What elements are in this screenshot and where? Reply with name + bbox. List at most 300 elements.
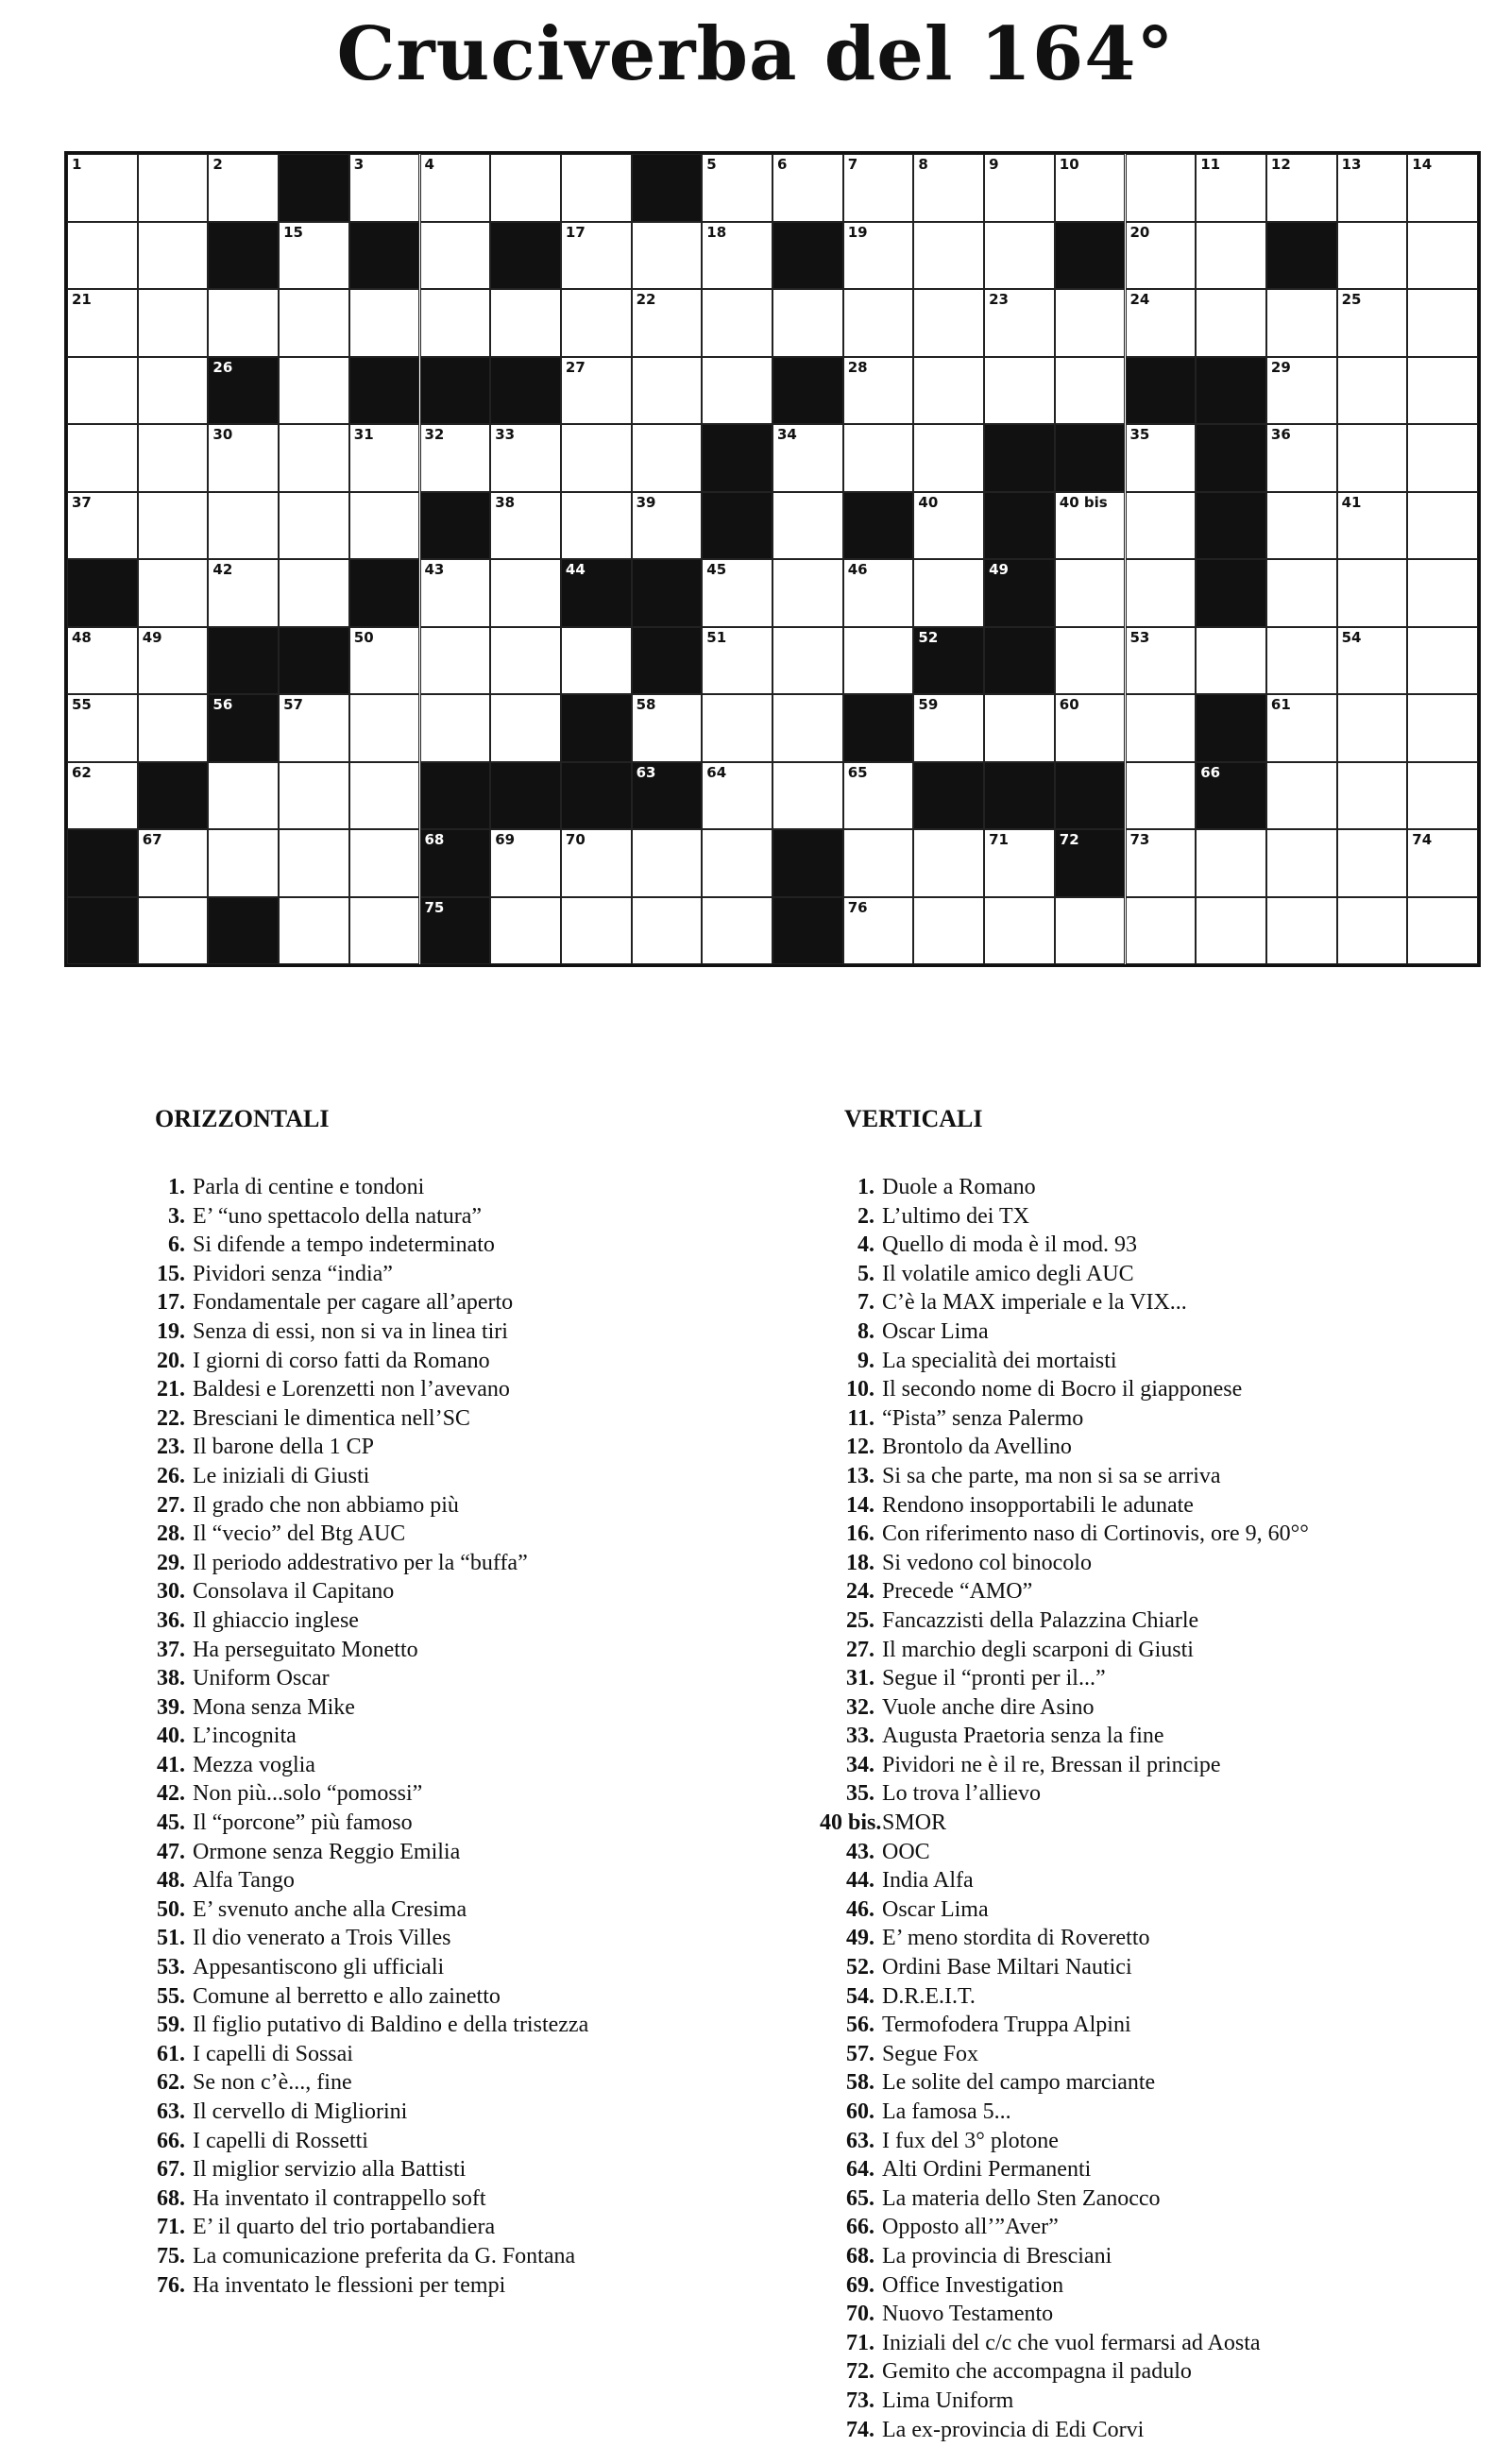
grid-cell[interactable] [208, 154, 279, 222]
grid-cell[interactable] [632, 694, 703, 762]
grid-cell[interactable] [1337, 694, 1408, 762]
grid-cell[interactable] [138, 424, 209, 492]
grid-cell[interactable] [279, 289, 349, 357]
grid-cell[interactable] [1337, 829, 1408, 897]
grid-cell[interactable] [138, 154, 209, 222]
clue-text: Con riferimento naso di Cortinovis, ore 9, 60°° [882, 1521, 1309, 1547]
grid-cell[interactable] [279, 897, 349, 965]
clue-text: Il miglior servizio alla Battisti [193, 2157, 467, 2183]
grid-cell[interactable] [349, 154, 420, 222]
grid-cell[interactable] [279, 357, 349, 425]
grid-cell[interactable] [138, 222, 209, 290]
grid-cell[interactable] [1337, 559, 1408, 627]
verticali-clue [820, 2271, 1481, 2301]
grid-cell[interactable] [138, 357, 209, 425]
grid-cell-number: 68 [424, 831, 445, 848]
grid-cell[interactable] [702, 289, 772, 357]
grid-cell[interactable] [984, 154, 1055, 222]
grid-cell[interactable] [984, 289, 1055, 357]
clue-text: Bresciani le dimentica nell’SC [193, 1405, 470, 1431]
grid-cell[interactable] [138, 627, 209, 695]
grid-cell[interactable] [913, 154, 984, 222]
orizzontali-heading: ORIZZONTALI [155, 1105, 330, 1132]
grid-cell[interactable] [913, 289, 984, 357]
verticali-clue [820, 1722, 1481, 1751]
grid-cell[interactable] [1266, 492, 1337, 560]
grid-cell[interactable] [1055, 289, 1126, 357]
clue-number: 10. [846, 1377, 874, 1402]
clue-text: Oscar Lima [882, 1318, 989, 1344]
grid-cell[interactable] [1126, 289, 1197, 357]
grid-cell[interactable] [279, 829, 349, 897]
verticali-clue [820, 2300, 1481, 2329]
clue-number: 19. [157, 1318, 185, 1344]
clue-text: Pividori ne è il re, Bressan il principe [882, 1752, 1221, 1777]
grid-cell-black [984, 492, 1055, 560]
grid-cell[interactable] [1196, 222, 1266, 290]
grid-cell[interactable] [843, 154, 914, 222]
verticali-clue [820, 1433, 1481, 1462]
orizzontali-clue [130, 1491, 791, 1521]
grid-cell[interactable] [843, 762, 914, 830]
grid-cell[interactable] [138, 829, 209, 897]
grid-cell[interactable] [702, 762, 772, 830]
grid-cell-black [1196, 357, 1266, 425]
verticali-clue [820, 1779, 1481, 1809]
grid-cell-number: 57 [283, 696, 303, 713]
grid-cell[interactable] [1126, 559, 1197, 627]
grid-cell[interactable] [1055, 357, 1126, 425]
grid-cell[interactable] [1337, 289, 1408, 357]
clue-number: 59. [157, 2013, 185, 2038]
clue-text: E’ svenuto anche alla Cresima [193, 1896, 467, 1922]
grid-cell[interactable] [420, 627, 491, 695]
grid-cell[interactable] [632, 829, 703, 897]
grid-cell[interactable] [913, 829, 984, 897]
grid-cell-black [208, 357, 279, 425]
grid-cell[interactable] [1266, 897, 1337, 965]
grid-cell[interactable] [561, 154, 632, 222]
grid-cell-number: 4 [424, 156, 434, 173]
clue-number: 31. [846, 1666, 874, 1691]
clue-text: Ormone senza Reggio Emilia [193, 1839, 461, 1864]
grid-cell-black [984, 559, 1055, 627]
grid-cell[interactable] [702, 154, 772, 222]
grid-cell[interactable] [913, 559, 984, 627]
grid-cell[interactable] [913, 492, 984, 560]
grid-cell[interactable] [1407, 289, 1478, 357]
grid-cell-black [984, 424, 1055, 492]
orizzontali-clue [130, 1404, 791, 1434]
clue-number: 6. [168, 1232, 185, 1258]
grid-cell-number: 52 [918, 628, 939, 646]
clue-number: 45. [157, 1810, 185, 1836]
clue-text: L’ultimo dei TX [882, 1203, 1029, 1229]
grid-cell[interactable] [490, 424, 561, 492]
grid-cell[interactable] [1266, 154, 1337, 222]
clue-number: 20. [157, 1348, 185, 1373]
grid-cell[interactable] [772, 762, 843, 830]
clue-text: OOC [882, 1839, 930, 1864]
grid-cell[interactable] [1337, 627, 1408, 695]
clue-text: Oscar Lima [882, 1896, 989, 1922]
grid-cell[interactable] [1196, 154, 1266, 222]
grid-cell[interactable] [1126, 627, 1197, 695]
grid-cell[interactable] [913, 694, 984, 762]
grid-cell[interactable] [843, 424, 914, 492]
grid-cell[interactable] [279, 424, 349, 492]
grid-cell[interactable] [772, 289, 843, 357]
grid-cell[interactable] [1126, 694, 1197, 762]
clue-text: Il “vecio” del Btg AUC [193, 1521, 406, 1547]
grid-cell[interactable] [1126, 492, 1197, 560]
grid-cell[interactable] [138, 694, 209, 762]
grid-cell[interactable] [1407, 559, 1478, 627]
grid-cell-black [349, 357, 420, 425]
grid-cell[interactable] [561, 897, 632, 965]
grid-cell[interactable] [1126, 762, 1197, 830]
grid-cell[interactable] [1407, 694, 1478, 762]
grid-cell-number: 21 [72, 291, 92, 308]
grid-cell-number: 76 [847, 898, 868, 916]
clue-number: 54. [846, 1983, 874, 2009]
clue-text: Il ghiaccio inglese [193, 1607, 359, 1633]
grid-cell[interactable] [984, 357, 1055, 425]
grid-cell[interactable] [1126, 154, 1197, 222]
grid-cell-number: 11 [1200, 156, 1221, 173]
grid-cell-number: 40 bis [1059, 493, 1108, 511]
grid-cell[interactable] [208, 762, 279, 830]
verticali-clue [820, 1664, 1481, 1693]
grid-cell[interactable] [632, 289, 703, 357]
clue-number: 27. [846, 1637, 874, 1662]
grid-cell[interactable] [843, 829, 914, 897]
verticali-clue [820, 1636, 1481, 1665]
clue-text: Baldesi e Lorenzetti non l’avevano [193, 1377, 510, 1402]
grid-cell[interactable] [490, 829, 561, 897]
clue-text: Opposto all’”Aver” [882, 2215, 1059, 2240]
grid-cell[interactable] [772, 154, 843, 222]
grid-cell[interactable] [984, 222, 1055, 290]
grid-cell[interactable] [490, 694, 561, 762]
grid-cell[interactable] [561, 357, 632, 425]
grid-cell-black [1055, 424, 1126, 492]
grid-cell-number: 49 [142, 628, 162, 646]
grid-cell[interactable] [702, 897, 772, 965]
clue-number: 44. [846, 1868, 874, 1894]
grid-cell[interactable] [1407, 492, 1478, 560]
grid-cell-number: 67 [142, 831, 162, 848]
clue-text: Si sa che parte, ma non si sa se arriva [882, 1463, 1221, 1488]
clue-number: 7. [857, 1290, 874, 1316]
grid-cell[interactable] [1266, 829, 1337, 897]
grid-cell[interactable] [1407, 154, 1478, 222]
grid-cell[interactable] [208, 289, 279, 357]
grid-cell[interactable] [349, 627, 420, 695]
grid-cell-black [632, 559, 703, 627]
grid-cell[interactable] [349, 829, 420, 897]
grid-cell[interactable] [67, 762, 138, 830]
grid-cell[interactable] [1266, 627, 1337, 695]
grid-cell[interactable] [208, 559, 279, 627]
grid-cell[interactable] [1407, 222, 1478, 290]
grid-cell-black [208, 694, 279, 762]
grid-cell[interactable] [702, 627, 772, 695]
verticali-clue [820, 1491, 1481, 1521]
grid-cell[interactable] [420, 424, 491, 492]
grid-cell[interactable] [984, 829, 1055, 897]
clue-text: E’ il quarto del trio portabandiera [193, 2215, 496, 2240]
grid-cell[interactable] [984, 694, 1055, 762]
grid-cell[interactable] [1337, 492, 1408, 560]
grid-cell[interactable] [67, 492, 138, 560]
grid-cell[interactable] [1407, 897, 1478, 965]
grid-cell-number: 31 [353, 426, 374, 443]
grid-cell[interactable] [420, 222, 491, 290]
grid-cell[interactable] [1266, 762, 1337, 830]
grid-cell[interactable] [349, 694, 420, 762]
grid-cell[interactable] [913, 897, 984, 965]
grid-cell[interactable] [208, 492, 279, 560]
clue-number: 14. [846, 1492, 874, 1518]
grid-cell-black [67, 559, 138, 627]
clue-number: 65. [846, 2185, 874, 2211]
grid-cell[interactable] [208, 829, 279, 897]
clue-text: La ex-provincia di Edi Corvi [882, 2417, 1145, 2442]
grid-cell[interactable] [349, 289, 420, 357]
grid-cell[interactable] [1055, 559, 1126, 627]
grid-cell[interactable] [279, 694, 349, 762]
grid-cell-black [67, 897, 138, 965]
grid-cell[interactable] [490, 559, 561, 627]
grid-cell-black [984, 762, 1055, 830]
grid-cell[interactable] [67, 154, 138, 222]
verticali-clue [820, 2068, 1481, 2098]
grid-cell[interactable] [67, 357, 138, 425]
clue-number: 61. [157, 2041, 185, 2066]
grid-cell[interactable] [67, 424, 138, 492]
clue-number: 37. [157, 1637, 185, 1662]
orizzontali-clue [130, 1982, 791, 2012]
grid-cell[interactable] [1126, 897, 1197, 965]
clue-number: 70. [846, 2302, 874, 2327]
grid-cell-number: 71 [989, 831, 1009, 848]
grid-cell-number: 63 [636, 763, 656, 781]
verticali-clue [820, 2098, 1481, 2127]
grid-cell[interactable] [843, 222, 914, 290]
grid-cell-black [561, 694, 632, 762]
grid-cell[interactable] [1407, 357, 1478, 425]
grid-cell[interactable] [561, 222, 632, 290]
clue-number: 55. [157, 1983, 185, 2009]
clue-text: Alfa Tango [193, 1868, 295, 1894]
grid-cell[interactable] [984, 897, 1055, 965]
grid-cell[interactable] [843, 897, 914, 965]
grid-cell-number: 65 [847, 763, 868, 781]
clue-number: 35. [846, 1781, 874, 1807]
grid-cell[interactable] [561, 424, 632, 492]
grid-cell[interactable] [913, 222, 984, 290]
grid-cell[interactable] [1266, 357, 1337, 425]
grid-cell[interactable] [913, 424, 984, 492]
grid-cell[interactable] [561, 492, 632, 560]
grid-cell[interactable] [632, 357, 703, 425]
grid-cell[interactable] [772, 424, 843, 492]
orizzontali-clue [130, 1231, 791, 1260]
grid-cell[interactable] [420, 694, 491, 762]
grid-cell[interactable] [843, 559, 914, 627]
grid-cell-black [702, 492, 772, 560]
verticali-clue [820, 1866, 1481, 1895]
grid-cell[interactable] [490, 492, 561, 560]
clue-text: Le solite del campo marciante [882, 2070, 1156, 2096]
grid-cell[interactable] [1196, 627, 1266, 695]
grid-cell[interactable] [772, 627, 843, 695]
grid-cell[interactable] [490, 289, 561, 357]
grid-cell[interactable] [843, 289, 914, 357]
clue-number: 68. [846, 2243, 874, 2269]
grid-cell[interactable] [349, 897, 420, 965]
grid-cell[interactable] [138, 492, 209, 560]
grid-cell[interactable] [1055, 154, 1126, 222]
grid-cell[interactable] [1266, 559, 1337, 627]
grid-cell[interactable] [1407, 829, 1478, 897]
orizzontali-clue [130, 1895, 791, 1925]
orizzontali-clue [130, 1317, 791, 1347]
grid-cell[interactable] [279, 762, 349, 830]
grid-cell[interactable] [702, 829, 772, 897]
grid-cell[interactable] [490, 154, 561, 222]
grid-cell[interactable] [349, 492, 420, 560]
crossword-grid [64, 151, 1481, 967]
grid-cell[interactable] [1337, 762, 1408, 830]
grid-cell[interactable] [632, 424, 703, 492]
grid-cell[interactable] [1055, 694, 1126, 762]
grid-cell[interactable] [632, 222, 703, 290]
grid-cell[interactable] [1337, 897, 1408, 965]
grid-cell[interactable] [1407, 762, 1478, 830]
grid-cell[interactable] [632, 897, 703, 965]
verticali-clue [820, 1231, 1481, 1260]
clue-number: 9. [857, 1348, 874, 1373]
clue-number: 23. [157, 1435, 185, 1460]
grid-cell[interactable] [279, 492, 349, 560]
grid-cell[interactable] [1407, 627, 1478, 695]
clue-text: Parla di centine e tondoni [193, 1175, 425, 1199]
clue-number: 69. [846, 2272, 874, 2298]
grid-cell[interactable] [1126, 424, 1197, 492]
grid-cell[interactable] [561, 289, 632, 357]
clue-number: 2. [857, 1203, 874, 1229]
grid-cell[interactable] [1196, 897, 1266, 965]
grid-cell[interactable] [1055, 897, 1126, 965]
orizzontali-clue [130, 1173, 791, 1202]
grid-cell[interactable] [349, 762, 420, 830]
grid-cell[interactable] [1337, 154, 1408, 222]
clue-number: 36. [157, 1607, 185, 1633]
grid-cell[interactable] [420, 154, 491, 222]
grid-cell[interactable] [279, 559, 349, 627]
grid-cell[interactable] [138, 289, 209, 357]
grid-cell[interactable] [349, 424, 420, 492]
grid-cell-number: 14 [1412, 156, 1433, 173]
grid-cell-black [561, 762, 632, 830]
grid-cell[interactable] [279, 222, 349, 290]
grid-cell[interactable] [1055, 627, 1126, 695]
grid-cell[interactable] [561, 829, 632, 897]
clue-number: 50. [157, 1896, 185, 1922]
grid-cell[interactable] [67, 694, 138, 762]
grid-cell[interactable] [1126, 829, 1197, 897]
grid-cell[interactable] [702, 222, 772, 290]
grid-cell[interactable] [67, 289, 138, 357]
grid-cell[interactable] [1266, 694, 1337, 762]
grid-cell[interactable] [1337, 357, 1408, 425]
grid-cell[interactable] [702, 694, 772, 762]
clue-text: Il figlio putativo di Baldino e della tristezza [193, 2013, 589, 2038]
grid-cell[interactable] [702, 559, 772, 627]
grid-cell-black [1055, 222, 1126, 290]
grid-cell[interactable] [1196, 829, 1266, 897]
grid-cell[interactable] [1337, 222, 1408, 290]
grid-cell[interactable] [1126, 222, 1197, 290]
clue-number: 71. [846, 2330, 874, 2355]
grid-cell[interactable] [67, 627, 138, 695]
grid-cell[interactable] [632, 492, 703, 560]
grid-cell[interactable] [490, 627, 561, 695]
grid-cell[interactable] [843, 627, 914, 695]
clue-text: Mona senza Mike [193, 1694, 355, 1720]
grid-cell[interactable] [490, 897, 561, 965]
grid-cell[interactable] [1266, 289, 1337, 357]
grid-cell[interactable] [1266, 424, 1337, 492]
grid-cell[interactable] [561, 627, 632, 695]
grid-cell[interactable] [772, 694, 843, 762]
grid-cell[interactable] [420, 289, 491, 357]
verticali-clue [820, 1404, 1481, 1434]
grid-cell[interactable] [772, 492, 843, 560]
grid-cell[interactable] [208, 424, 279, 492]
grid-cell[interactable] [67, 222, 138, 290]
grid-cell[interactable] [843, 357, 914, 425]
orizzontali-list [130, 1173, 791, 2300]
grid-cell-black [138, 762, 209, 830]
grid-cell[interactable] [1196, 289, 1266, 357]
grid-cell-number: 17 [565, 223, 586, 241]
clue-text: E’ “uno spettacolo della natura” [193, 1203, 483, 1229]
grid-cell-number: 33 [495, 426, 516, 443]
verticali-clue [820, 1462, 1481, 1491]
grid-cell[interactable] [1055, 492, 1126, 560]
grid-cell[interactable] [702, 357, 772, 425]
orizzontali-clue [130, 1288, 791, 1317]
grid-cell[interactable] [1407, 424, 1478, 492]
clue-text: Augusta Praetoria senza la fine [882, 1724, 1164, 1749]
clue-text: Le iniziali di Giusti [193, 1463, 370, 1488]
clue-number: 33. [846, 1724, 874, 1749]
grid-cell[interactable] [913, 357, 984, 425]
grid-cell[interactable] [138, 559, 209, 627]
grid-cell-number: 23 [989, 291, 1009, 308]
grid-cell-black [420, 897, 491, 965]
clue-text: I giorni di corso fatti da Romano [193, 1348, 490, 1373]
grid-cell[interactable] [1337, 424, 1408, 492]
clue-text: D.R.E.I.T. [882, 1983, 976, 2009]
clue-number: 34. [846, 1752, 874, 1777]
grid-cell[interactable] [772, 559, 843, 627]
grid-cell[interactable] [420, 559, 491, 627]
grid-cell[interactable] [138, 897, 209, 965]
